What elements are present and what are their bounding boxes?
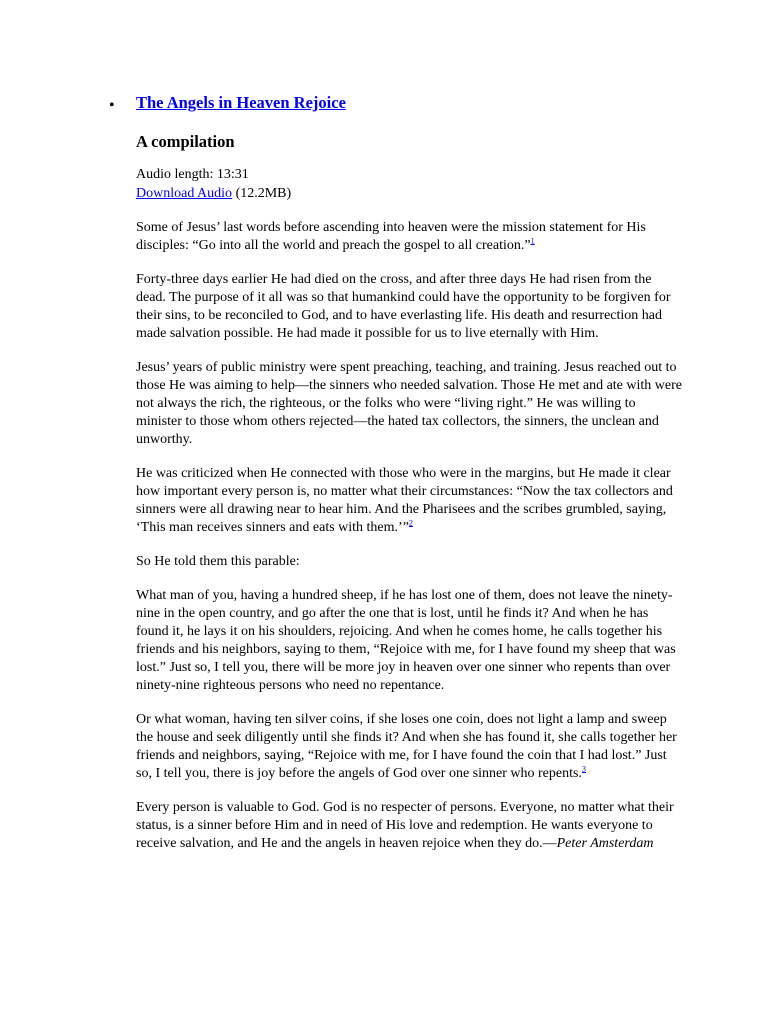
- article-title-link[interactable]: The Angels in Heaven Rejoice: [136, 93, 346, 112]
- paragraph-1: [136, 219, 682, 255]
- paragraph-text: Forty-three days earlier He had died on the cross, and after three days He had risen from the dead. The purpose of it all was so that humankind could have the opportunity to be forgiven for their sins, to be reconciled to God, and to have everlasting life. His death and resurrection had made salvation possible. He had made it possible for us to live eternally with Him.: [136, 272, 671, 341]
- download-audio-link[interactable]: Download Audio: [136, 186, 233, 201]
- audio-info: [136, 165, 682, 203]
- download-size: (12.2MB): [232, 186, 292, 201]
- paragraph-2: [136, 271, 682, 343]
- article-subtitle: A compilation: [136, 132, 235, 151]
- paragraph-text: Or what woman, having ten silver coins, if she loses one coin, does not light a lamp and sweep the house and seek diligently until she finds it? And when she has found it, she calls together her friends and neighbors, saying, “Rejoice with me, for I have found the coin that I had lost.” Just so, I tell you, there is joy before the angels of God over one sinner who repents.: [136, 712, 677, 781]
- paragraph-text: Jesus’ years of public ministry were spent preaching, teaching, and training. Jesus reached out to those He was aiming to help—the sinners who needed salvation. Those He met and ate with were not always the rich, the righteous, or the folks who were “living right.” He was willing to minister to those whom others rejected—the hated tax collectors, the sinners, the unclean and unworthy.: [136, 360, 682, 447]
- footnote-link-3[interactable]: 3: [581, 764, 586, 774]
- download-line: [136, 184, 682, 203]
- footnote-link-2[interactable]: 2: [408, 518, 413, 528]
- article: [136, 93, 682, 853]
- paragraph-text: Every person is valuable to God. God is no respecter of persons. Everyone, no matter what their status, is a sinner before Him and in need of His love and redemption. He wants everyone to receive salvation, and He and the angels in heaven rejoice when they do.—: [136, 800, 674, 851]
- paragraph-7: [136, 711, 682, 783]
- paragraph-6: [136, 587, 682, 695]
- audio-length: Audio length: 13:31: [136, 167, 249, 182]
- paragraph-3: [136, 359, 682, 449]
- paragraph-text: He was criticized when He connected with those who were in the margins, but He made it clear how important every person is, no matter what their circumstances: “Now the tax collectors and sinners were all drawing near to hear him. And the Pharisees and the scribes grumbled, saying, ‘This man receives sinners and eats with them.’”: [136, 466, 673, 535]
- paragraph-5: [136, 553, 682, 571]
- author-name: Peter Amsterdam: [556, 836, 654, 851]
- paragraph-4: [136, 465, 682, 537]
- paragraph-8: [136, 799, 682, 853]
- paragraph-text: So He told them this parable:: [136, 554, 300, 569]
- list-bullet: •: [109, 97, 115, 114]
- paragraph-text: Some of Jesus’ last words before ascending into heaven were the mission statement for His disciples: “Go into all the world and preach the gospel to all creation.”: [136, 220, 646, 253]
- paragraph-text: What man of you, having a hundred sheep, if he has lost one of them, does not leave the ninety-nine in the open country, and go after the one that is lost, until he finds it? And when he has found it, he lays it on his shoulders, rejoicing. And when he comes home, he calls together his friends and his neighbors, saying to them, “Rejoice with me, for I have found my sheep that was lost.” Just so, I tell you, there will be more joy in heaven over one sinner who repents than over ninety-nine righteous persons who need no repentance.: [136, 588, 676, 693]
- footnote-link-1[interactable]: 1: [530, 236, 535, 246]
